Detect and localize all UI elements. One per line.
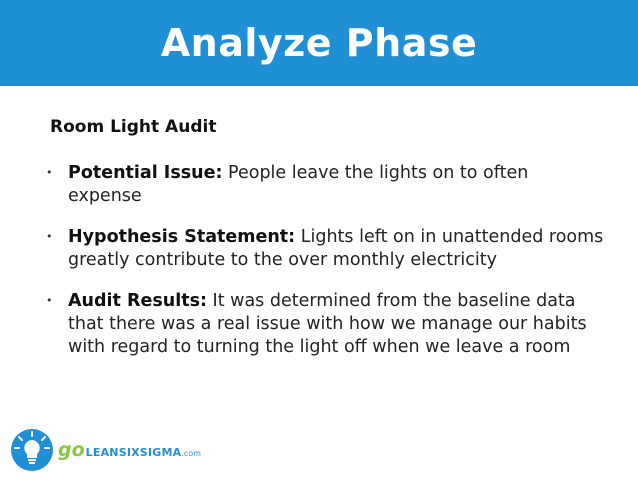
title-banner [0, 0, 638, 86]
bullet-dot: • [46, 230, 53, 243]
brand-logo [10, 428, 201, 472]
bullet-text [68, 226, 606, 272]
bullet-text [68, 290, 606, 359]
logo-main-text: LEANSIXSIGMA [85, 446, 182, 459]
bullet-label: Hypothesis Statement: [68, 227, 296, 247]
logo-go-text: go [58, 439, 85, 461]
bullet-label: Potential Issue: [68, 163, 223, 183]
bullet-item-hypothesis [46, 226, 606, 272]
bullet-body: It was determined from the baseline data that there was a real issue with how we manage our habits with regard to turning the light off when we leave a room [68, 291, 587, 357]
bullet-item-audit-results [46, 290, 606, 359]
bullet-list [46, 162, 606, 377]
bullet-body: Lights left on in unattended rooms greatly contribute to the over monthly electricity [68, 227, 604, 270]
bullet-body: People leave the lights on to often expense [68, 163, 529, 206]
section-subtitle: Room Light Audit [50, 117, 217, 137]
bullet-item-potential-issue [46, 162, 606, 208]
bullet-text [68, 162, 606, 208]
lightbulb-icon [10, 428, 54, 472]
bullet-dot: • [46, 294, 53, 307]
logo-wordmark [58, 439, 201, 461]
bullet-label: Audit Results: [68, 291, 207, 311]
bullet-dot: • [46, 166, 53, 179]
logo-com-text: .com [181, 449, 201, 458]
slide-title: Analyze Phase [160, 21, 478, 65]
